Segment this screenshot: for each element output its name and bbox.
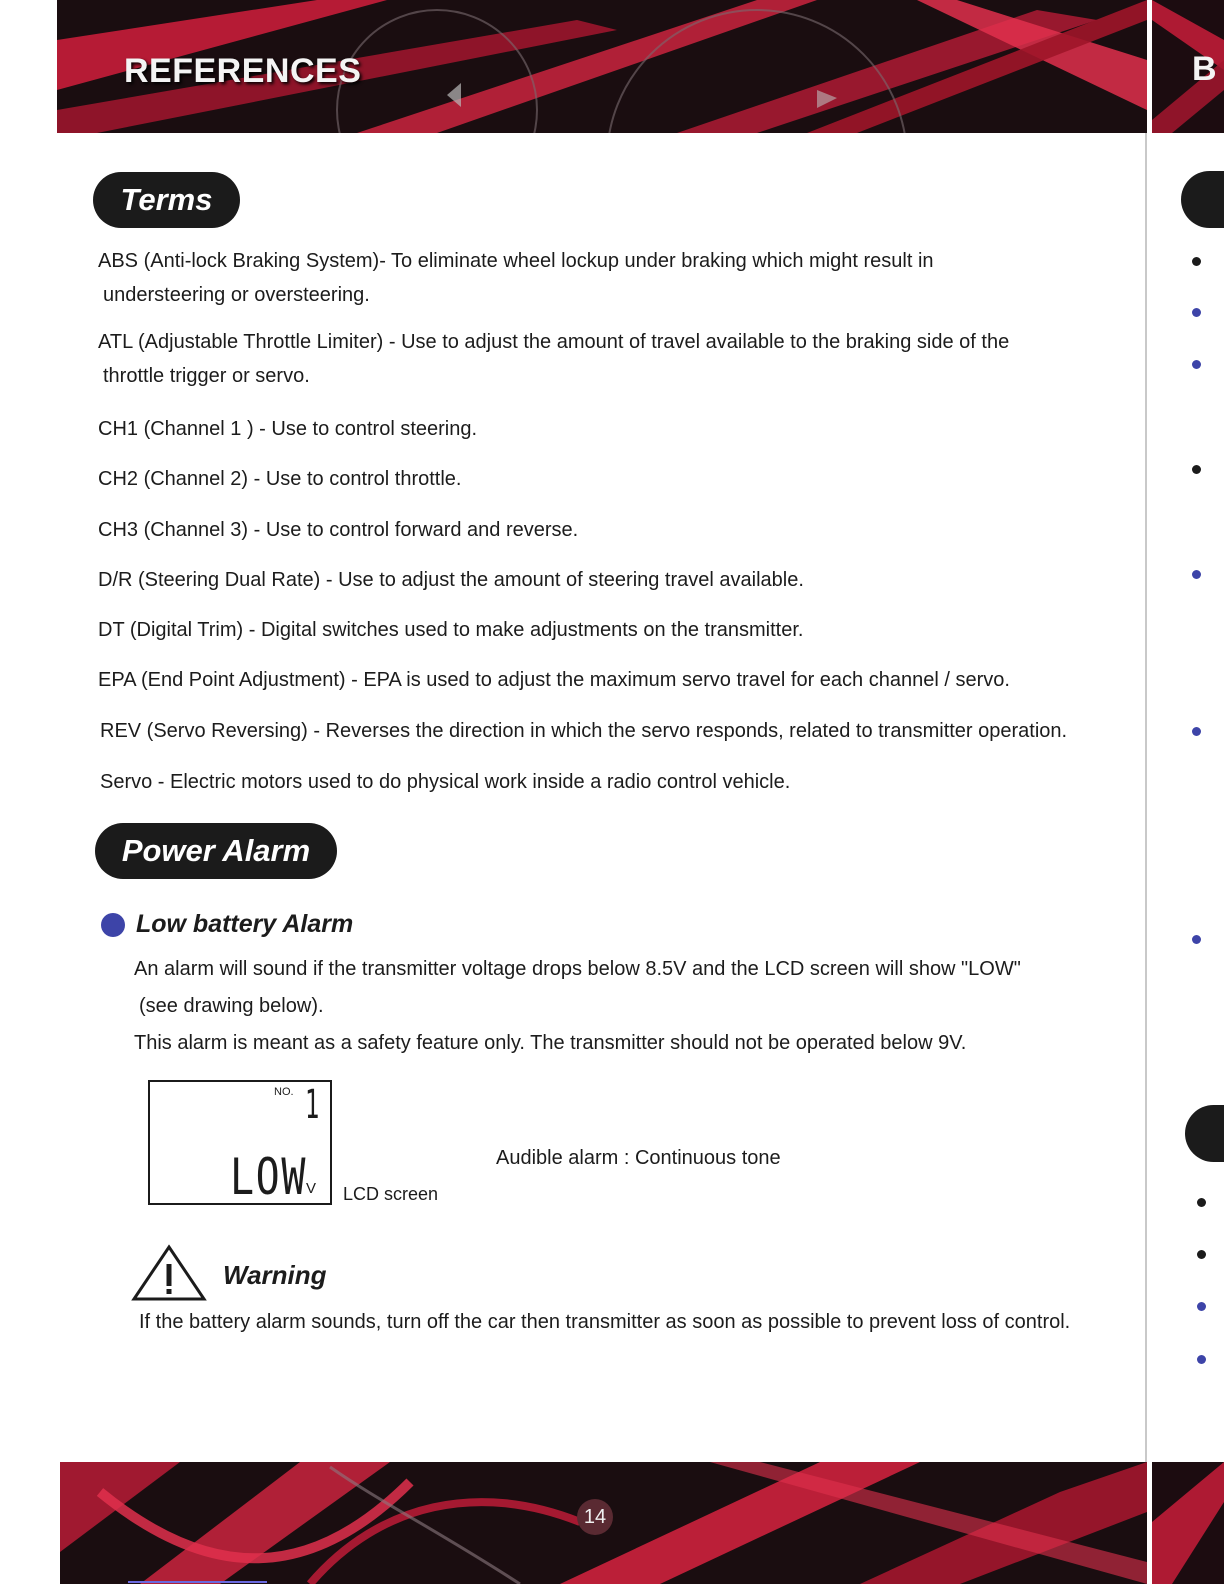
bullet-icon (101, 913, 125, 937)
adjacent-page-pill (1181, 171, 1224, 228)
audible-alarm-text: Audible alarm : Continuous tone (496, 1147, 781, 1169)
footer-underline (128, 1581, 267, 1583)
lcd-model-number: 1 (304, 1082, 320, 1128)
term-rev (100, 714, 1130, 748)
lcd-caption: LCD screen (343, 1184, 439, 1204)
term-line-continued: understeering or oversteering. (103, 284, 370, 306)
adjacent-bullet-icon (1197, 1302, 1206, 1311)
alarm-paragraph-line: An alarm will sound if the transmitter voltage drops below 8.5V and the LCD screen will show "LOW" (134, 958, 1021, 980)
lcd-voltage-unit: V (306, 1180, 317, 1197)
adjacent-bullet-icon (1192, 570, 1201, 579)
term-servo (100, 765, 1130, 799)
alarm-paragraph-line: (see drawing below). (139, 995, 324, 1017)
term-line-continued: throttle trigger or servo. (103, 365, 310, 387)
term-line: REV (Servo Reversing) - Reverses the direction in which the servo responds, related to transmitter operation. (100, 720, 1068, 742)
adjacent-bullet-icon (1192, 935, 1201, 944)
lcd-low-readout: LOW (230, 1148, 308, 1206)
term-line: ABS (Anti-lock Braking System)- To eliminate wheel lockup under braking which might result in (98, 250, 934, 272)
alarm-paragraph-line: This alarm is meant as a safety feature only. The transmitter should not be operated below 9V. (134, 1032, 967, 1054)
term-epa (98, 663, 1128, 697)
warning-heading: Warning (223, 1260, 327, 1290)
term-line: DT (Digital Trim) - Digital switches used to make adjustments on the transmitter. (98, 619, 804, 641)
term-abs (98, 244, 1128, 312)
term-line: ATL (Adjustable Throttle Limiter) - Use to adjust the amount of travel available to the braking side of the (98, 331, 1010, 353)
adjacent-footer-decoration (1152, 1462, 1224, 1584)
term-dt (98, 613, 1128, 647)
adjacent-page-footer (1152, 1462, 1224, 1584)
term-line: Servo - Electric motors used to do physical work inside a radio control vehicle. (100, 771, 791, 793)
term-ch3 (98, 513, 1128, 547)
adjacent-bullet-icon (1192, 257, 1201, 266)
term-dr (98, 563, 1128, 597)
adjacent-bullet-icon (1197, 1250, 1206, 1259)
page-fold-divider (1145, 133, 1147, 1463)
adjacent-bullet-icon (1197, 1198, 1206, 1207)
low-battery-subheading: Low battery Alarm (136, 910, 354, 938)
term-ch2 (98, 462, 1128, 496)
adjacent-bullet-icon (1192, 727, 1201, 736)
warning-triangle-icon (131, 1244, 207, 1302)
page-number: 14 (577, 1499, 613, 1535)
terms-heading: Terms (93, 172, 240, 228)
term-atl (98, 325, 1128, 393)
page-section-title: REFERENCES (124, 52, 362, 90)
adjacent-page-title-fragment: B (1192, 50, 1217, 88)
term-line: CH2 (Channel 2) - Use to control throttle. (98, 468, 462, 490)
lcd-screen-illustration (148, 1080, 332, 1205)
term-line: D/R (Steering Dual Rate) - Use to adjust the amount of steering travel available. (98, 569, 804, 591)
adjacent-bullet-icon (1197, 1355, 1206, 1364)
adjacent-bullet-icon (1192, 308, 1201, 317)
adjacent-page-pill (1185, 1105, 1224, 1162)
term-line: EPA (End Point Adjustment) - EPA is used to adjust the maximum servo travel for each channel / servo. (98, 669, 1010, 691)
power-alarm-heading: Power Alarm (95, 823, 337, 879)
lcd-model-label: NO. (274, 1086, 294, 1098)
term-line: CH1 (Channel 1 ) - Use to control steering. (98, 418, 478, 440)
adjacent-bullet-icon (1192, 465, 1201, 474)
warning-text: If the battery alarm sounds, turn off the car then transmitter as soon as possible to prevent loss of control. (139, 1311, 1071, 1333)
term-line: CH3 (Channel 3) - Use to control forward and reverse. (98, 519, 579, 541)
term-ch1 (98, 412, 1128, 446)
adjacent-bullet-icon (1192, 360, 1201, 369)
